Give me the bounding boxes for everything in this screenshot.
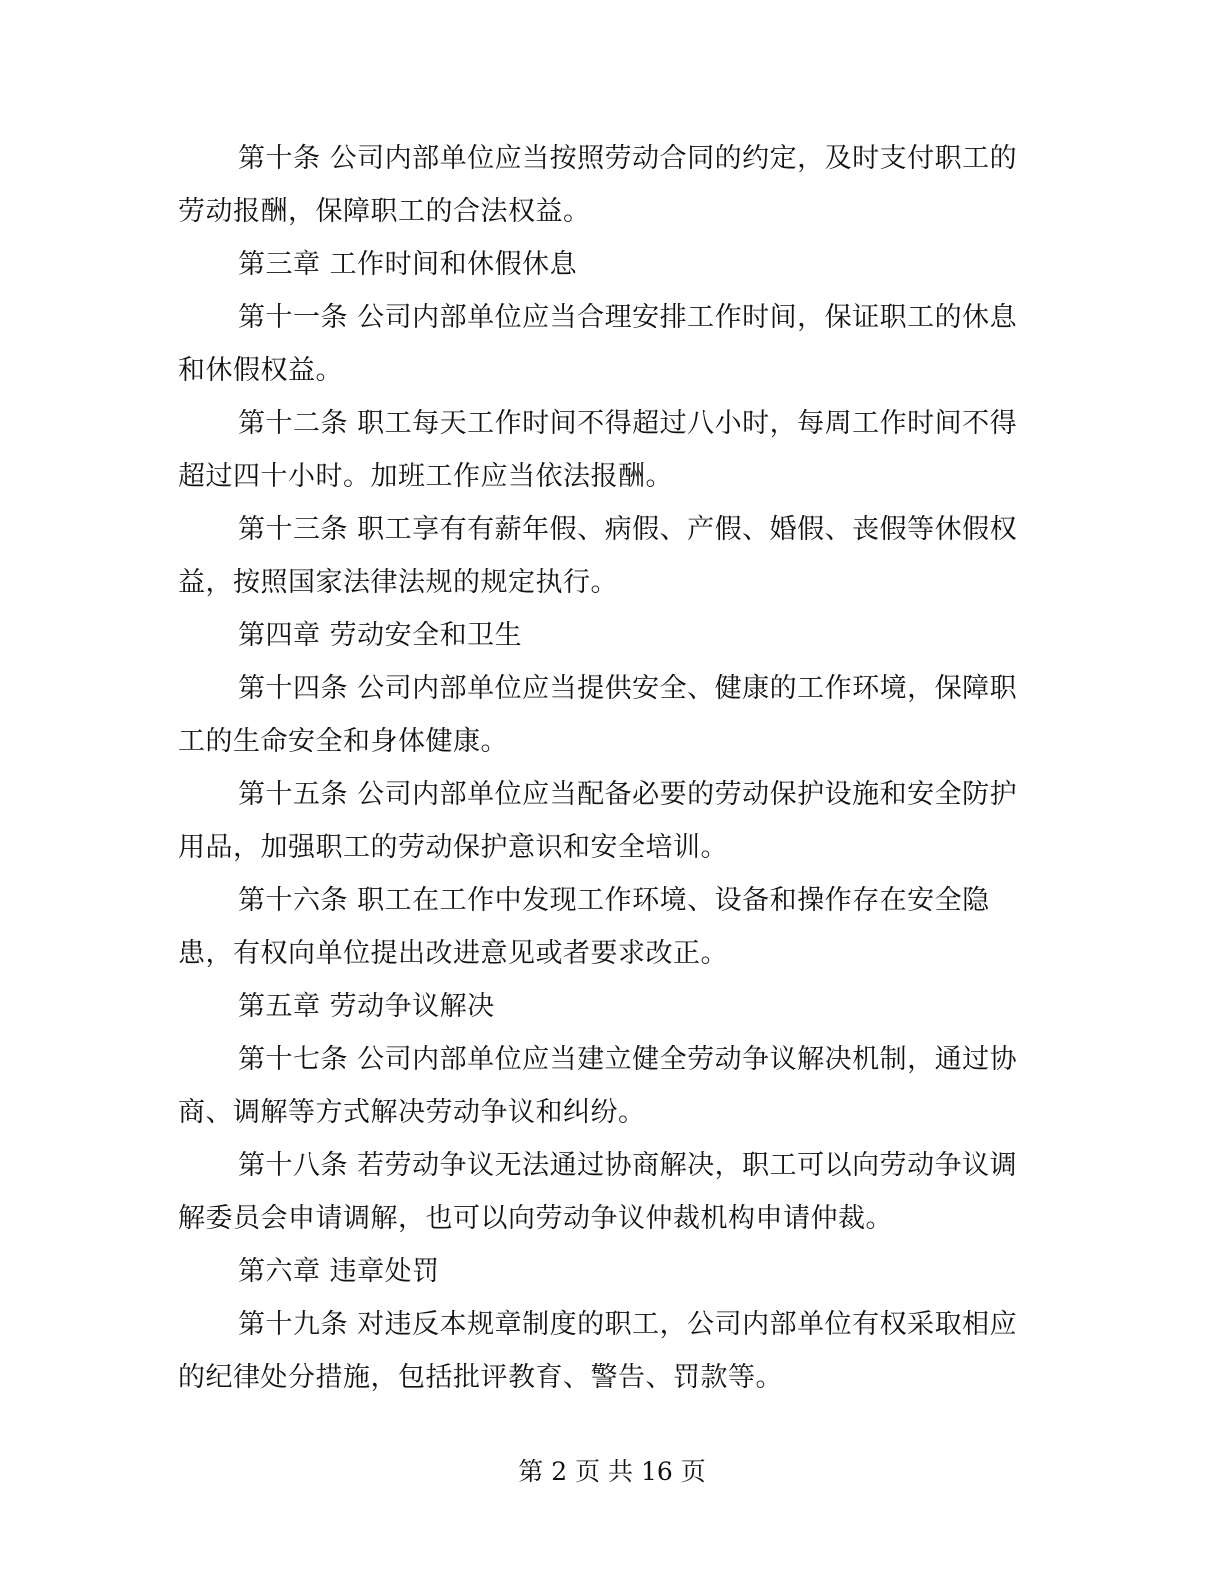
chapter-4-heading: 第四章 劳动安全和卫生 [238,620,523,651]
article-15: 第十五条 公司内部单位应当配备必要的劳动保护设施和安全防护用品，加强职工的劳动保护意识和安全培训。 [178,779,1018,863]
article-16: 第十六条 职工在工作中发现工作环境、设备和操作存在安全隐患，有权向单位提出改进意见或者要求改正。 [178,885,990,969]
article-19: 第十九条 对违反本规章制度的职工，公司内部单位有权采取相应的纪律处分措施，包括批评教育、警告、罚款等。 [178,1309,1018,1393]
article-10: 第十条 公司内部单位应当按照劳动合同的约定，及时支付职工的劳动报酬，保障职工的合法权益。 [178,143,1018,227]
document-body [178,132,1030,1404]
article-11: 第十一条 公司内部单位应当合理安排工作时间，保证职工的休息和休假权益。 [178,302,1018,386]
article-14: 第十四条 公司内部单位应当提供安全、健康的工作环境，保障职工的生命安全和身体健康。 [178,673,1018,757]
article-12: 第十二条 职工每天工作时间不得超过八小时，每周工作时间不得超过四十小时。加班工作应当依法报酬。 [178,408,1018,492]
chapter-3-heading: 第三章 工作时间和休假休息 [238,249,578,280]
page-number-footer: 第 2 页 共 16 页 [518,1457,706,1486]
article-18: 第十八条 若劳动争议无法通过协商解决，职工可以向劳动争议调解委员会申请调解，也可以向劳动争议仲裁机构申请仲裁。 [178,1150,1018,1234]
chapter-6-heading: 第六章 违章处罚 [238,1256,440,1287]
chapter-5-heading: 第五章 劳动争议解决 [238,991,495,1022]
article-17: 第十七条 公司内部单位应当建立健全劳动争议解决机制，通过协商、调解等方式解决劳动争议和纠纷。 [178,1044,1018,1128]
article-13: 第十三条 职工享有有薪年假、病假、产假、婚假、丧假等休假权益，按照国家法律法规的规定执行。 [178,514,1018,598]
